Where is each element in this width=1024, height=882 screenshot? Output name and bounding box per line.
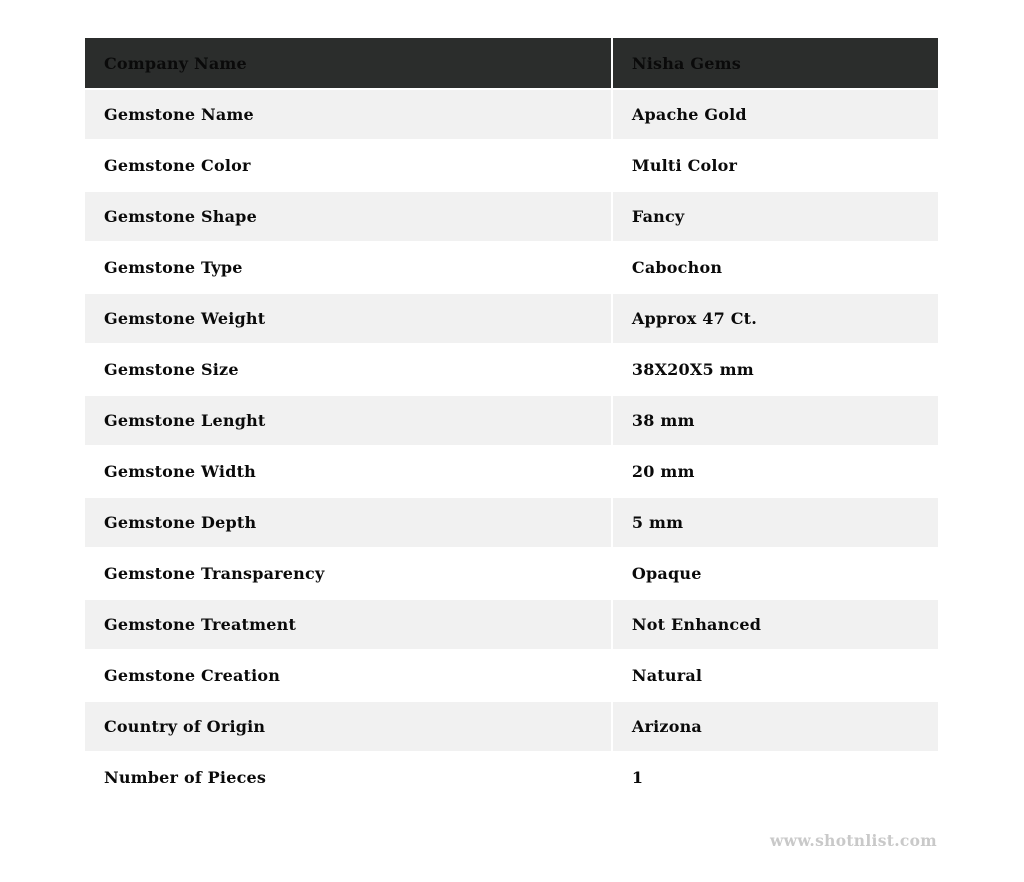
row-value: Arizona	[613, 702, 938, 751]
row-label: Gemstone Size	[85, 345, 611, 394]
row-value: Multi Color	[613, 141, 938, 190]
row-value: 1	[613, 753, 938, 802]
row-value: 20 mm	[613, 447, 938, 496]
header-value-cell: Nisha Gems	[613, 38, 938, 88]
row-label: Gemstone Type	[85, 243, 611, 292]
row-label: Country of Origin	[85, 702, 611, 751]
row-value: 5 mm	[613, 498, 938, 547]
table-row	[85, 396, 938, 445]
table-row	[85, 600, 938, 649]
row-label: Gemstone Width	[85, 447, 611, 496]
row-label: Gemstone Shape	[85, 192, 611, 241]
gemstone-spec-table	[83, 36, 940, 804]
row-value: Apache Gold	[613, 90, 938, 139]
row-value: Fancy	[613, 192, 938, 241]
table-row	[85, 141, 938, 190]
table-row	[85, 498, 938, 547]
row-value: 38 mm	[613, 396, 938, 445]
row-label: Gemstone Treatment	[85, 600, 611, 649]
row-label: Gemstone Transparency	[85, 549, 611, 598]
table-row	[85, 651, 938, 700]
table-row	[85, 345, 938, 394]
row-value: Opaque	[613, 549, 938, 598]
table-header-row	[85, 38, 938, 88]
row-label: Gemstone Color	[85, 141, 611, 190]
row-label: Gemstone Lenght	[85, 396, 611, 445]
row-label: Gemstone Name	[85, 90, 611, 139]
row-label: Gemstone Depth	[85, 498, 611, 547]
table-row	[85, 243, 938, 292]
row-label: Gemstone Weight	[85, 294, 611, 343]
row-value: Cabochon	[613, 243, 938, 292]
row-value: Natural	[613, 651, 938, 700]
row-value: Approx 47 Ct.	[613, 294, 938, 343]
table-row	[85, 90, 938, 139]
table-row	[85, 192, 938, 241]
row-label: Gemstone Creation	[85, 651, 611, 700]
table-row	[85, 294, 938, 343]
row-value: Not Enhanced	[613, 600, 938, 649]
row-value: 38X20X5 mm	[613, 345, 938, 394]
header-label-cell: Company Name	[85, 38, 611, 88]
table-row	[85, 702, 938, 751]
table-row	[85, 447, 938, 496]
table-row	[85, 549, 938, 598]
row-label: Number of Pieces	[85, 753, 611, 802]
watermark-text: www.shotnlist.com	[770, 831, 937, 850]
table-row	[85, 753, 938, 802]
